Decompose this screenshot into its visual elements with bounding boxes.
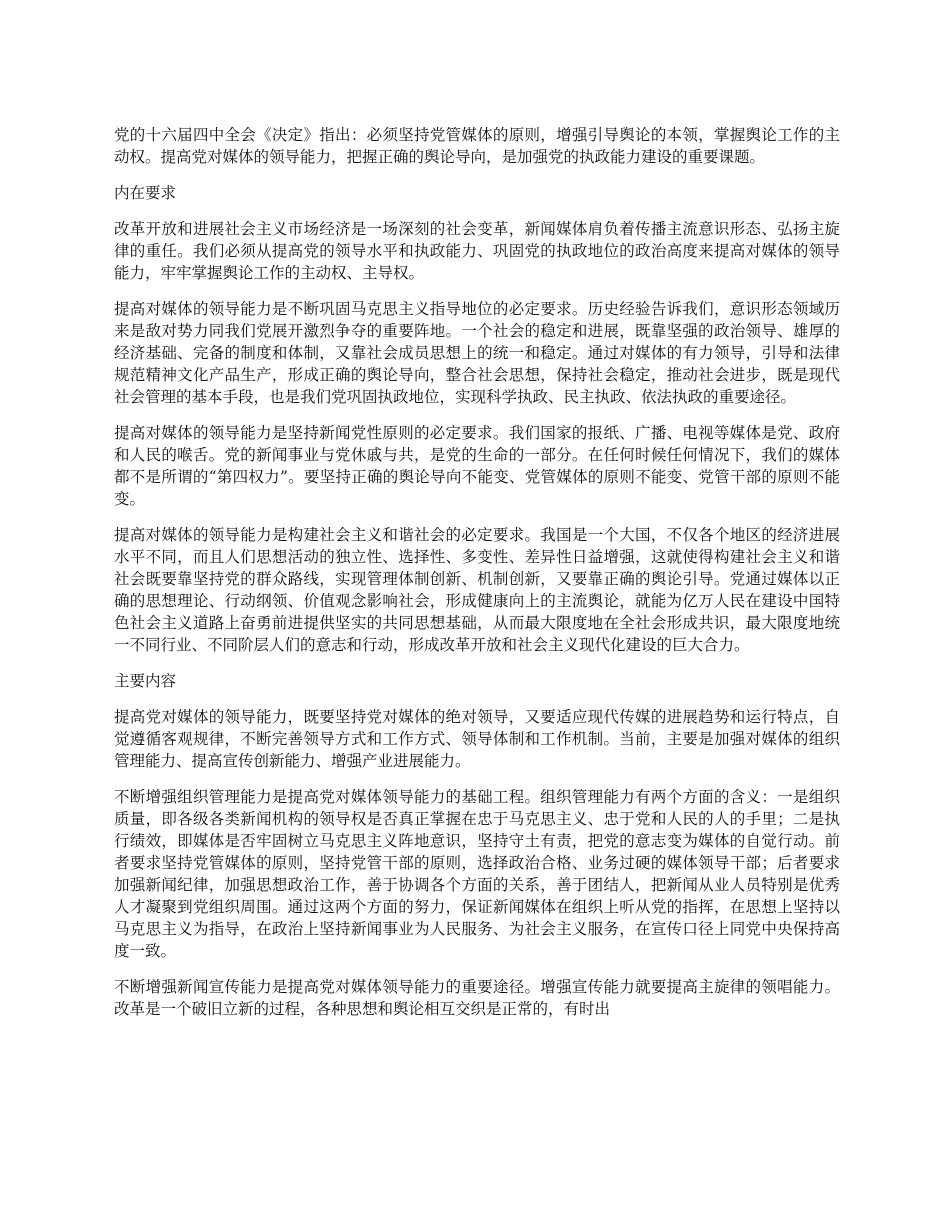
document-page bbox=[114, 124, 840, 1034]
intro-paragraph: 党的十六届四中全会《决定》指出：必须坚持党管媒体的原则，增强引导舆论的本领，掌握舆论工作的主动权。提高党对媒体的领导能力，把握正确的舆论导向，是加强党的执政能力建设的重要课题。 bbox=[114, 126, 840, 166]
body-paragraph: 提高对媒体的领导能力是坚持新闻党性原则的必定要求。我们国家的报纸、广播、电视等媒体是党、政府和人民的喉舌。党的新闻事业与党休戚与共，是党的生命的一部分。在任何时候任何情况下，我们的媒体都不是所谓的“第四权力”。要坚持正确的舆论导向不能变、党管媒体的原则不能变、党管干部的原则不能变。 bbox=[114, 424, 840, 508]
body-paragraph: 不断增强组织管理能力是提高党对媒体领导能力的基础工程。组织管理能力有两个方面的含义：一是组织质量，即各级各类新闻机构的领导权是否真正掌握在忠于马克思主义、忠于党和人民的人的手里；二是执行绩效，即媒体是否牢固树立马克思主义阵地意识，坚持守土有责，把党的意志变为媒体的自觉行动。前者要求坚持党管媒体的原则，坚持党管干部的原则，选择政治合格、业务过硬的媒体领导干部；后者要求加强新闻纪律，加强思想政治工作，善于协调各个方面的关系，善于团结人，把新闻从业人员特别是优秀人才凝聚到党组织周围。通过这两个方面的努力，保证新闻媒体在组织上听从党的指挥，在思想上坚持以马克思主义为指导，在政治上坚持新闻事业为人民服务、为社会主义服务，在宣传口径上同党中央保持高度一致。 bbox=[114, 788, 840, 960]
body-paragraph: 提高党对媒体的领导能力，既要坚持党对媒体的绝对领导，又要适应现代传媒的进展趋势和运行特点，自觉遵循客观规律，不断完善领导方式和工作方式、领导体制和工作机制。当前，主要是加强对媒体的组织管理能力、提高宣传创新能力、增强产业进展能力。 bbox=[114, 708, 840, 770]
section-heading-main-content: 主要内容 bbox=[114, 672, 177, 690]
body-paragraph: 提高对媒体的领导能力是不断巩固马克思主义指导地位的必定要求。历史经验告诉我们，意识形态领域历来是敌对势力同我们党展开激烈争夺的重要阵地。一个社会的稳定和进展，既靠坚强的政治领导、雄厚的经济基础、完备的制度和体制，又靠社会成员思想上的统一和稳定。通过对媒体的有力领导，引导和法律规范精神文化产品生产，形成正确的舆论导向，整合社会思想，保持社会稳定，推动社会进步，既是现代社会管理的基本手段，也是我们党巩固执政地位，实现科学执政、民主执政、依法执政的重要途径。 bbox=[114, 300, 840, 406]
body-paragraph: 不断增强新闻宣传能力是提高党对媒体领导能力的重要途径。增强宣传能力就要提高主旋律的领唱能力。改革是一个破旧立新的过程，各种思想和舆论相互交织是正常的，有时出 bbox=[114, 978, 840, 1018]
body-paragraph: 改革开放和进展社会主义市场经济是一场深刻的社会变革，新闻媒体肩负着传播主流意识形态、弘扬主旋律的重任。我们必须从提高党的领导水平和执政能力、巩固党的执政地位的政治高度来提高对媒体的领导能力，牢牢掌握舆论工作的主动权、主导权。 bbox=[114, 220, 840, 282]
body-paragraph: 提高对媒体的领导能力是构建社会主义和谐社会的必定要求。我国是一个大国，不仅各个地区的经济进展水平不同，而且人们思想活动的独立性、选择性、多变性、差异性日益增强，这就使得构建社会主义和谐社会既要靠坚持党的群众路线，实现管理体制创新、机制创新，又要靠正确的舆论引导。党通过媒体以正确的思想理论、行动纲领、价值观念影响社会，形成健康向上的主流舆论，就能为亿万人民在建设中国特色社会主义道路上奋勇前进提供坚实的共同思想基础，从而最大限度地在全社会形成共识，最大限度地统一不同行业、不同阶层人们的意志和行动，形成改革开放和社会主义现代化建设的巨大合力。 bbox=[114, 526, 840, 654]
section-heading-inner-requirements: 内在要求 bbox=[114, 184, 177, 202]
